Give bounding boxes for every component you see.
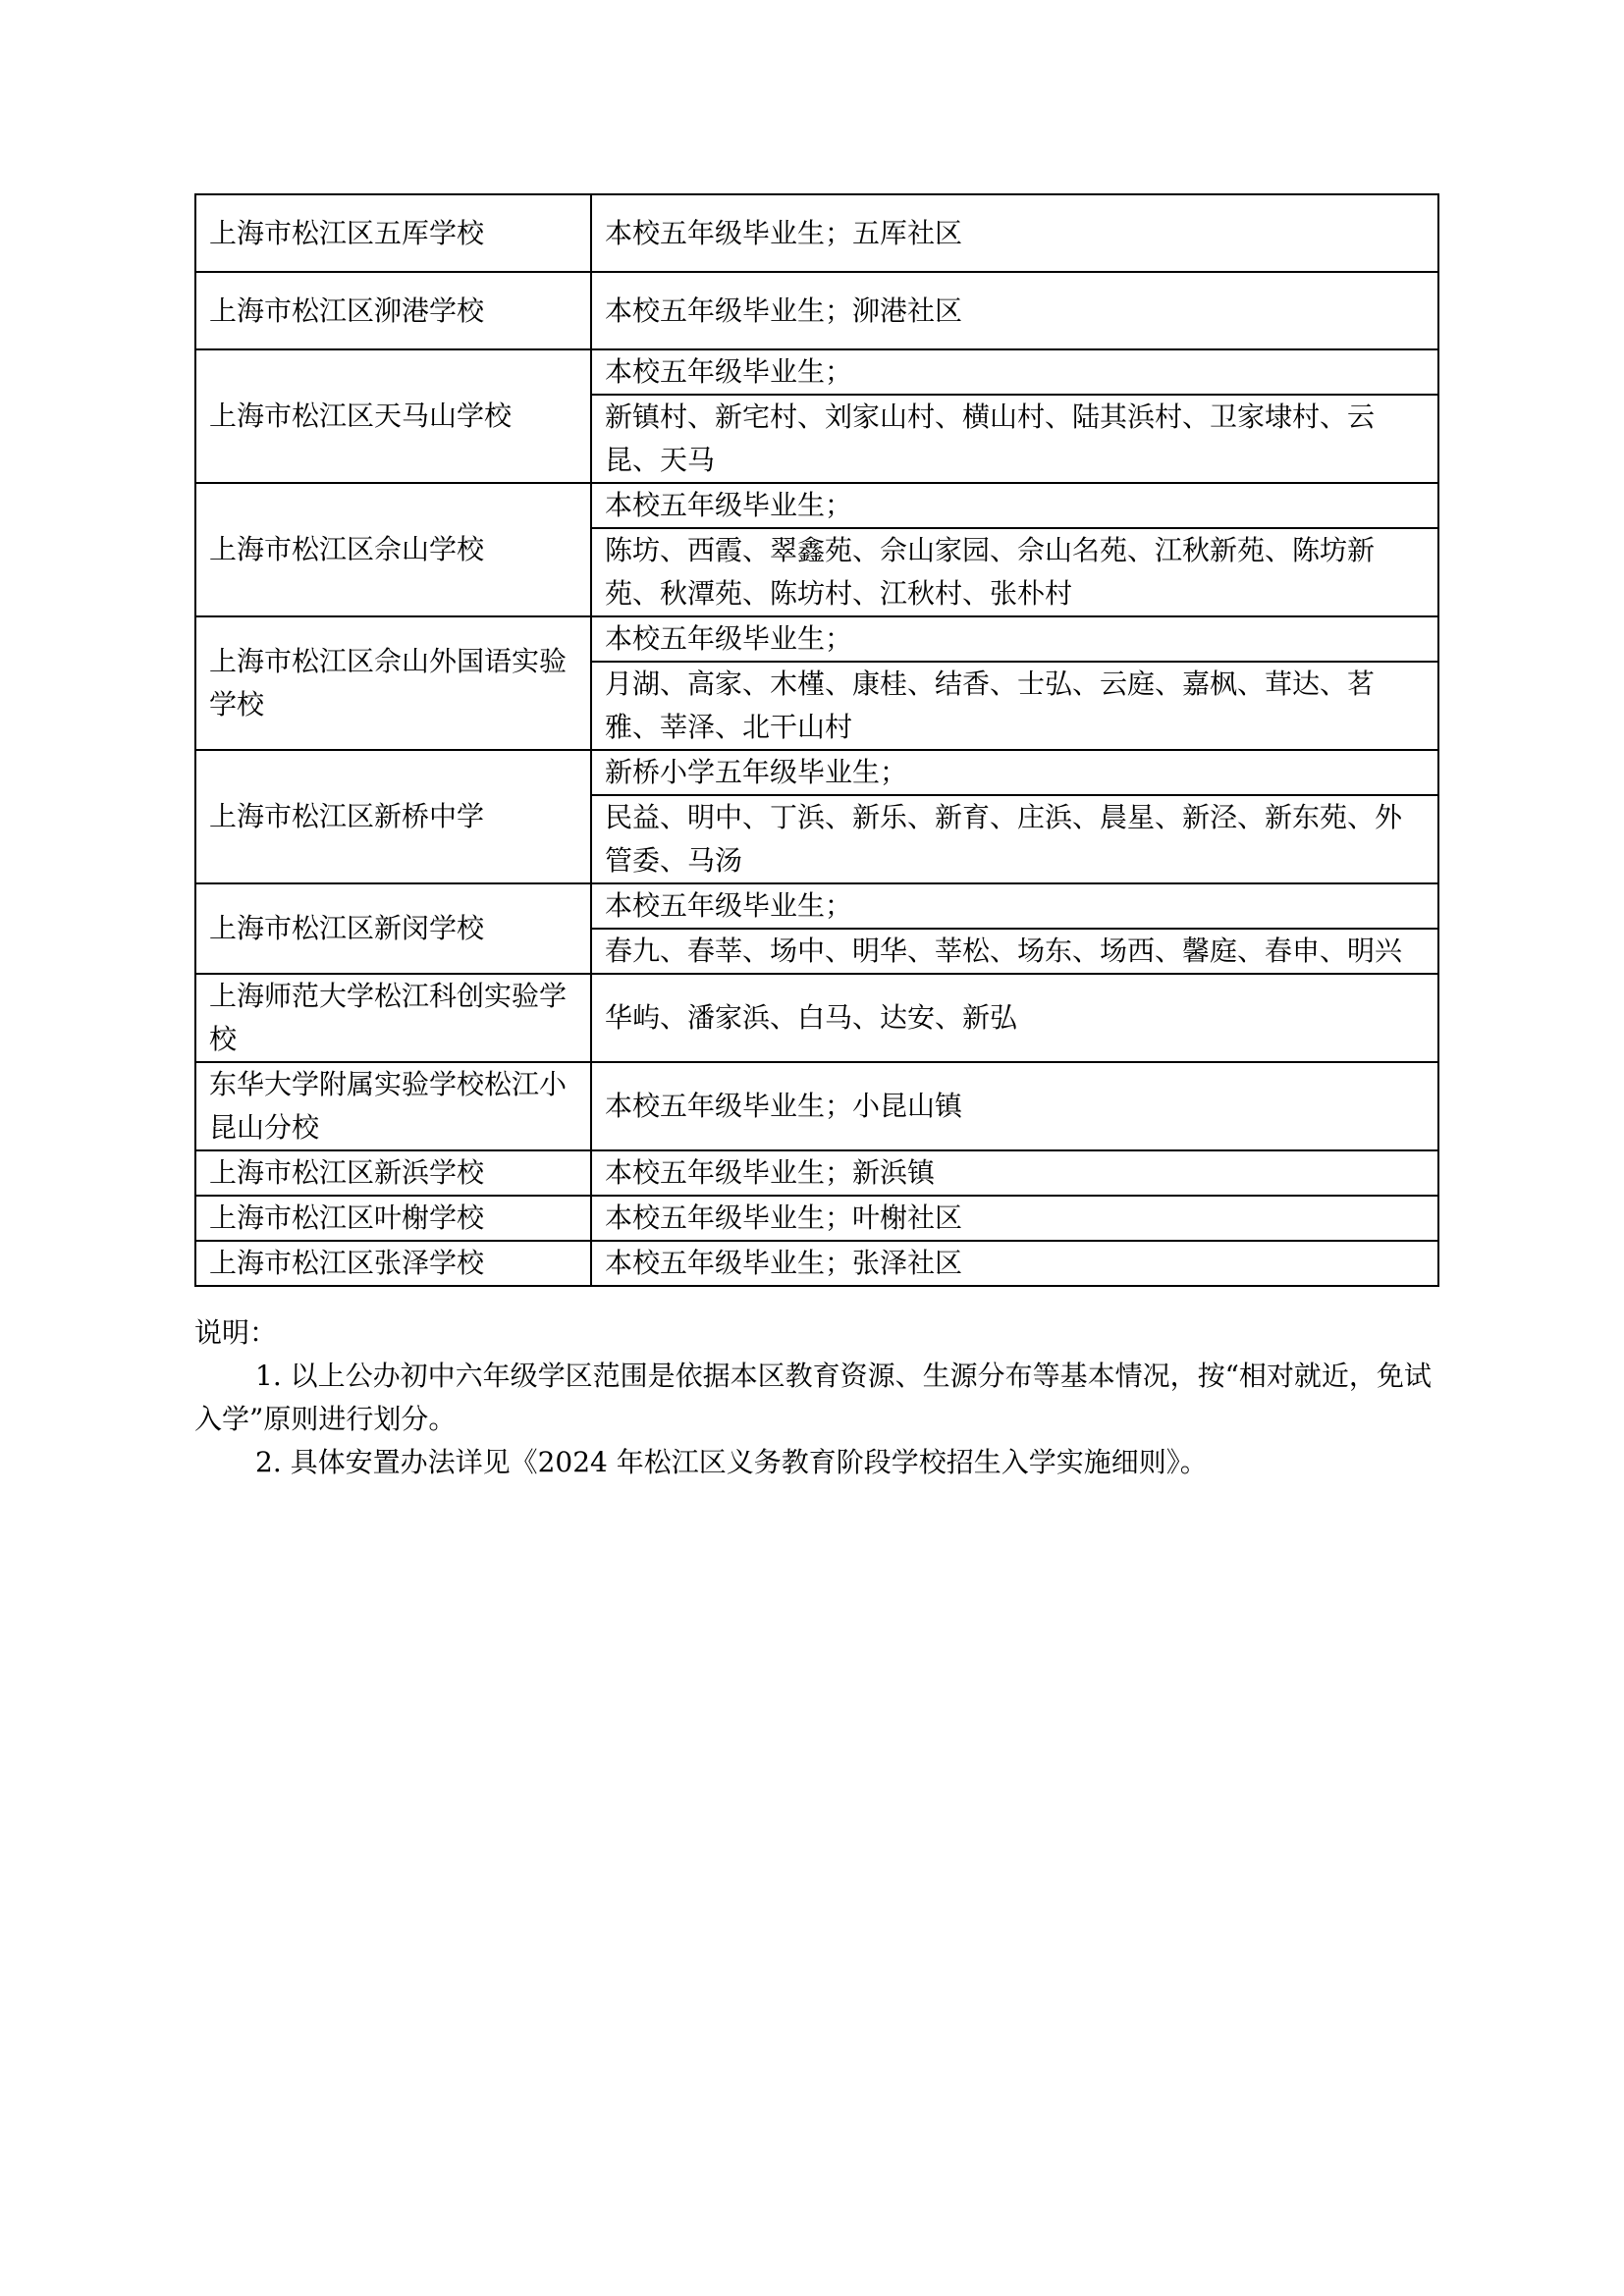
zone-cell: 本校五年级毕业生；叶榭社区 xyxy=(591,1196,1438,1241)
table-row xyxy=(195,194,1438,272)
school-name-cell: 上海市松江区新桥中学 xyxy=(195,750,591,883)
table-row xyxy=(195,1150,1438,1196)
school-name-cell: 上海市松江区新浜学校 xyxy=(195,1150,591,1196)
zone-cell: 本校五年级毕业生；五厍社区 xyxy=(591,194,1438,272)
table-row xyxy=(195,1241,1438,1286)
zone-cell: 月湖、高家、木槿、康桂、结香、士弘、云庭、嘉枫、茸达、茗雅、莘泽、北干山村 xyxy=(591,662,1438,750)
note-item: 1. 以上公办初中六年级学区范围是依据本区教育资源、生源分布等基本情况，按“相对就近，免试入学”原则进行划分。 xyxy=(194,1360,1432,1435)
zone-cell: 民益、明中、丁浜、新乐、新育、庄浜、晨星、新泾、新东苑、外管委、马汤 xyxy=(591,795,1438,883)
school-name-cell: 上海市松江区泖港学校 xyxy=(195,272,591,349)
table-row xyxy=(195,1196,1438,1241)
zone-cell: 本校五年级毕业生；新浜镇 xyxy=(591,1150,1438,1196)
school-name-cell: 上海师范大学松江科创实验学校 xyxy=(195,974,591,1062)
school-name-cell: 上海市松江区五厍学校 xyxy=(195,194,591,272)
table-row xyxy=(195,349,1438,395)
zone-cell: 本校五年级毕业生； xyxy=(591,883,1438,929)
table-row xyxy=(195,616,1438,662)
zone-cell: 陈坊、西霞、翠鑫苑、佘山家园、佘山名苑、江秋新苑、陈坊新苑、秋潭苑、陈坊村、江秋村、张朴村 xyxy=(591,528,1438,616)
school-zone-table xyxy=(194,193,1439,1287)
table-row xyxy=(195,483,1438,528)
table-row xyxy=(195,750,1438,795)
school-name-cell: 上海市松江区佘山外国语实验学校 xyxy=(195,616,591,750)
school-name-cell: 上海市松江区新闵学校 xyxy=(195,883,591,974)
school-name-cell: 上海市松江区叶榭学校 xyxy=(195,1196,591,1241)
school-name-cell: 上海市松江区佘山学校 xyxy=(195,483,591,616)
table-row xyxy=(195,883,1438,929)
school-name-cell: 东华大学附属实验学校松江小昆山分校 xyxy=(195,1062,591,1150)
zone-cell: 新桥小学五年级毕业生； xyxy=(591,750,1438,795)
zone-cell: 本校五年级毕业生；张泽社区 xyxy=(591,1241,1438,1286)
table-row xyxy=(195,272,1438,349)
school-name-cell: 上海市松江区张泽学校 xyxy=(195,1241,591,1286)
notes-heading: 说明： xyxy=(194,1316,278,1349)
zone-cell: 本校五年级毕业生；小昆山镇 xyxy=(591,1062,1438,1150)
zone-cell: 本校五年级毕业生； xyxy=(591,349,1438,395)
zone-cell: 新镇村、新宅村、刘家山村、横山村、陆其浜村、卫家埭村、云昆、天马 xyxy=(591,395,1438,483)
zone-cell: 春九、春莘、场中、明华、莘松、场东、场西、馨庭、春申、明兴 xyxy=(591,929,1438,974)
notes-section xyxy=(194,1311,1439,1484)
zone-cell: 华屿、潘家浜、白马、达安、新弘 xyxy=(591,974,1438,1062)
zone-cell: 本校五年级毕业生； xyxy=(591,616,1438,662)
zone-cell: 本校五年级毕业生； xyxy=(591,483,1438,528)
zone-cell: 本校五年级毕业生；泖港社区 xyxy=(591,272,1438,349)
table-row xyxy=(195,1062,1438,1150)
school-name-cell: 上海市松江区天马山学校 xyxy=(195,349,591,483)
table-row xyxy=(195,974,1438,1062)
note-item: 2. 具体安置办法详见《2024 年松江区义务教育阶段学校招生入学实施细则》。 xyxy=(255,1446,1208,1478)
